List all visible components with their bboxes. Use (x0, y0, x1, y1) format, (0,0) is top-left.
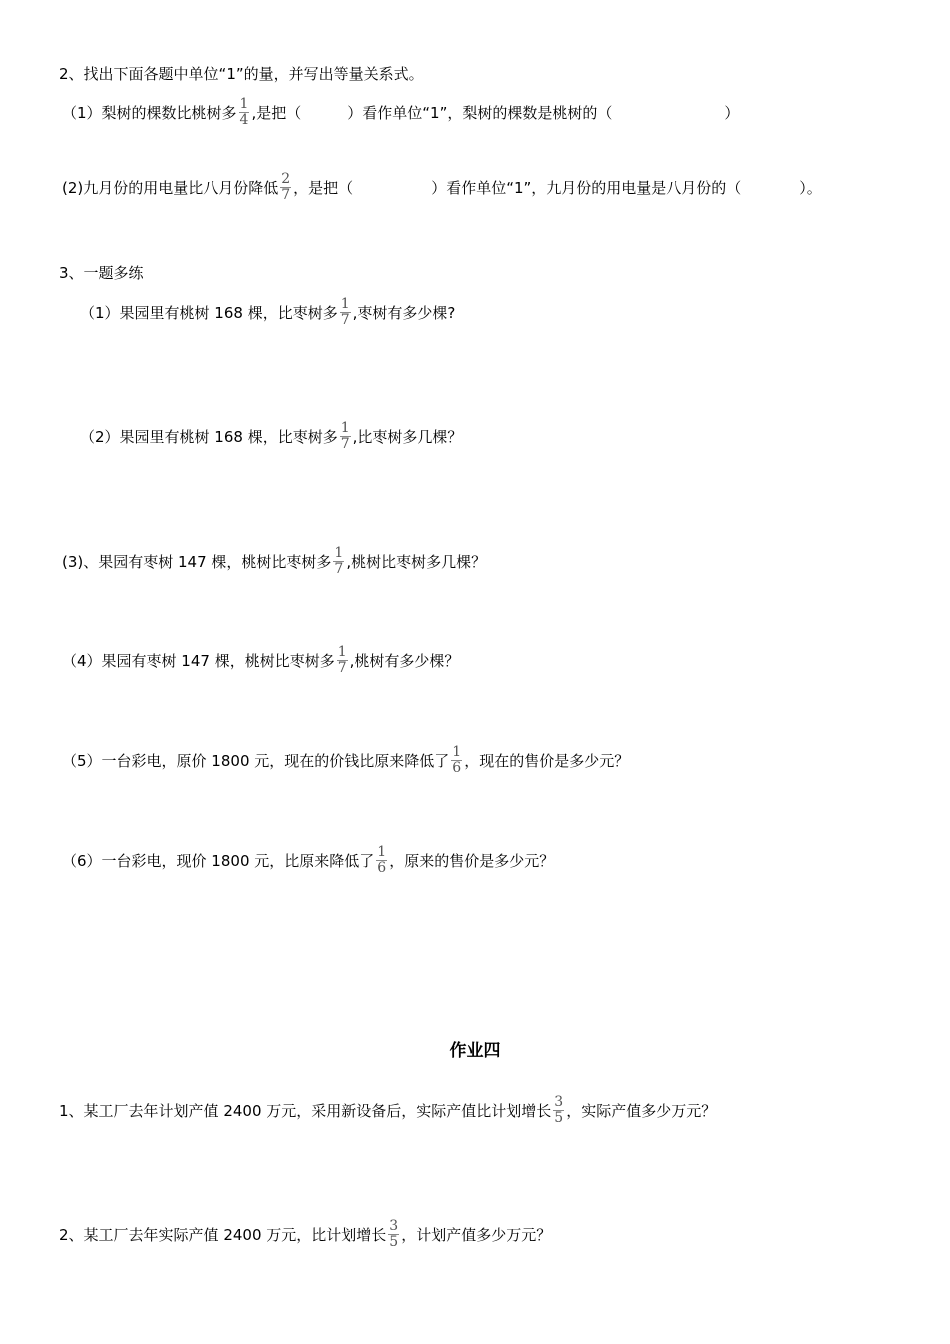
fraction: $\frac{1}{6}$ (452, 744, 462, 776)
fraction: $\frac{1}{7}$ (337, 644, 347, 676)
fraction: $\frac{3}{5}$ (554, 1094, 564, 1126)
question-text: (2)九月份的用电量比八月份降低 (62, 179, 279, 197)
question-text: （2）果园里有桃树 168 棵，比枣树多 (80, 428, 338, 446)
practice-question-6 (62, 846, 554, 877)
fraction: $\frac{3}{5}$ (389, 1218, 399, 1250)
question-text: ）看作单位“1”，九月份的用电量是八月份的（ (431, 179, 742, 197)
practice-question-2 (80, 422, 462, 453)
question-text: ）看作单位“1”，梨树的棵数是桃树的（ (347, 104, 613, 122)
question-text: ，原来的售价是多少元？ (389, 852, 555, 870)
homework-question-1 (59, 1096, 716, 1127)
fraction: $\frac{1}{7}$ (334, 545, 344, 577)
practice-question-4 (62, 646, 459, 677)
question-text: ,枣树有多少棵? (352, 304, 456, 322)
homework-4-title: 作业四 (449, 1041, 501, 1061)
fraction: $\frac{2}{7}$ (281, 171, 291, 203)
question-text: (3)、果园有枣树 147 棵，桃树比枣树多 (62, 553, 332, 571)
fraction: $\frac{1}{7}$ (340, 296, 350, 328)
question-text: ，现在的售价是多少元？ (464, 752, 630, 770)
question-text: ）。 (799, 179, 822, 197)
fraction: $\frac{1}{6}$ (377, 844, 387, 876)
question-text: ,是把（ (251, 104, 302, 122)
question-text: ,桃树有多少棵？ (349, 652, 460, 670)
question-text: ,比枣树多几棵？ (352, 428, 463, 446)
fraction: $\frac{1}{7}$ (340, 420, 350, 452)
practice-question-1 (80, 298, 455, 329)
question-text: （1）梨树的棵数比桃树多 (62, 104, 237, 122)
question-text: （4）果园有枣树 147 棵，桃树比枣树多 (62, 652, 335, 670)
homework-question-2 (59, 1220, 551, 1251)
question-text: ） (724, 104, 740, 122)
question-text: （1）果园里有桃树 168 棵，比枣树多 (80, 304, 338, 322)
question-text: ,桃树比枣树多几棵？ (346, 553, 487, 571)
fraction: $\frac{1}{4}$ (239, 96, 249, 128)
section-2-heading: 2、找出下面各题中单位“1”的量，并写出等量关系式。 (59, 65, 424, 83)
question-text: ，是把（ (293, 179, 354, 197)
question-text: ，计划产值多少万元？ (401, 1226, 552, 1244)
section-2-question-1 (62, 98, 739, 129)
question-text: 2、某工厂去年实际产值 2400 万元，比计划增长 (59, 1226, 387, 1244)
question-text: （5）一台彩电，原价 1800 元，现在的价钱比原来降低了 (62, 752, 450, 770)
practice-question-5 (62, 746, 629, 777)
question-text: （6）一台彩电，现价 1800 元，比原来降低了 (62, 852, 375, 870)
question-text: ，实际产值多少万元？ (566, 1102, 717, 1120)
question-text: 1、某工厂去年计划产值 2400 万元，采用新设备后，实际产值比计划增长 (59, 1102, 552, 1120)
practice-question-3 (62, 547, 486, 578)
section-3-heading: 3、一题多练 (59, 264, 144, 282)
section-2-question-2 (62, 173, 822, 204)
